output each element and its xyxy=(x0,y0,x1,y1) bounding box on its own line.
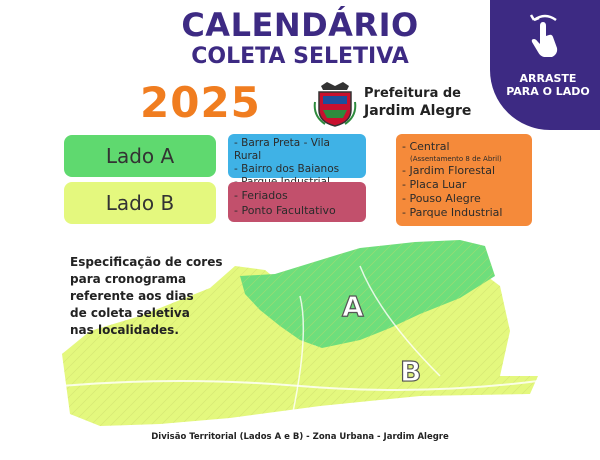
swipe-label-line2: PARA O LADO xyxy=(506,85,590,98)
spec-line: referente aos dias xyxy=(70,289,194,303)
spec-line: Especificação de cores xyxy=(70,255,223,269)
spec-line: nas localidades. xyxy=(70,323,179,337)
swipe-label xyxy=(498,72,598,98)
legend-orange-item: - Placa Luar xyxy=(402,178,467,191)
zone-a-letter: A xyxy=(342,290,364,323)
map-caption: Divisão Territorial (Lados A e B) - Zona Urbana - Jardim Alegre xyxy=(151,432,449,442)
calendar-title: CALENDÁRIO xyxy=(181,6,419,44)
spec-line: para cronograma xyxy=(70,272,187,286)
prefeitura-line1: Prefeitura de xyxy=(364,86,461,101)
prefeitura-line2: Jardim Alegre xyxy=(364,103,472,119)
swipe-hand-icon xyxy=(520,10,570,60)
legend-blue-item: - Barra Preta - Vila Rural xyxy=(234,137,330,162)
swipe-badge[interactable] xyxy=(490,0,600,130)
side-b-box: Lado B xyxy=(64,182,216,224)
legend-orange-box xyxy=(396,134,532,226)
legend-red-box xyxy=(228,182,366,222)
legend-orange-item: - Jardim Florestal xyxy=(402,164,496,177)
legend-orange-item: - Parque Industrial xyxy=(402,206,503,219)
legend-blue-box xyxy=(228,134,366,178)
color-spec-text xyxy=(70,254,250,339)
coat-of-arms-icon xyxy=(313,80,357,128)
legend-orange-item: - Pouso Alegre xyxy=(402,192,481,205)
zone-b-letter: B xyxy=(400,355,422,388)
year-label: 2025 xyxy=(140,78,261,127)
legend-blue-item: - Bairro dos Baianos xyxy=(234,163,340,175)
prefeitura-label xyxy=(364,86,514,120)
side-a-box: Lado A xyxy=(64,135,216,177)
legend-red-item: - Ponto Facultativo xyxy=(234,204,336,217)
legend-orange-item: - Central xyxy=(402,140,450,153)
spec-line: de coleta seletiva xyxy=(70,306,190,320)
swipe-label-line1: ARRASTE xyxy=(519,72,577,85)
legend-orange-subitem: (Assentamento 8 de Abril) xyxy=(410,155,502,163)
calendar-subtitle: COLETA SELETIVA xyxy=(191,44,409,69)
legend-red-item: - Feriados xyxy=(234,189,288,202)
